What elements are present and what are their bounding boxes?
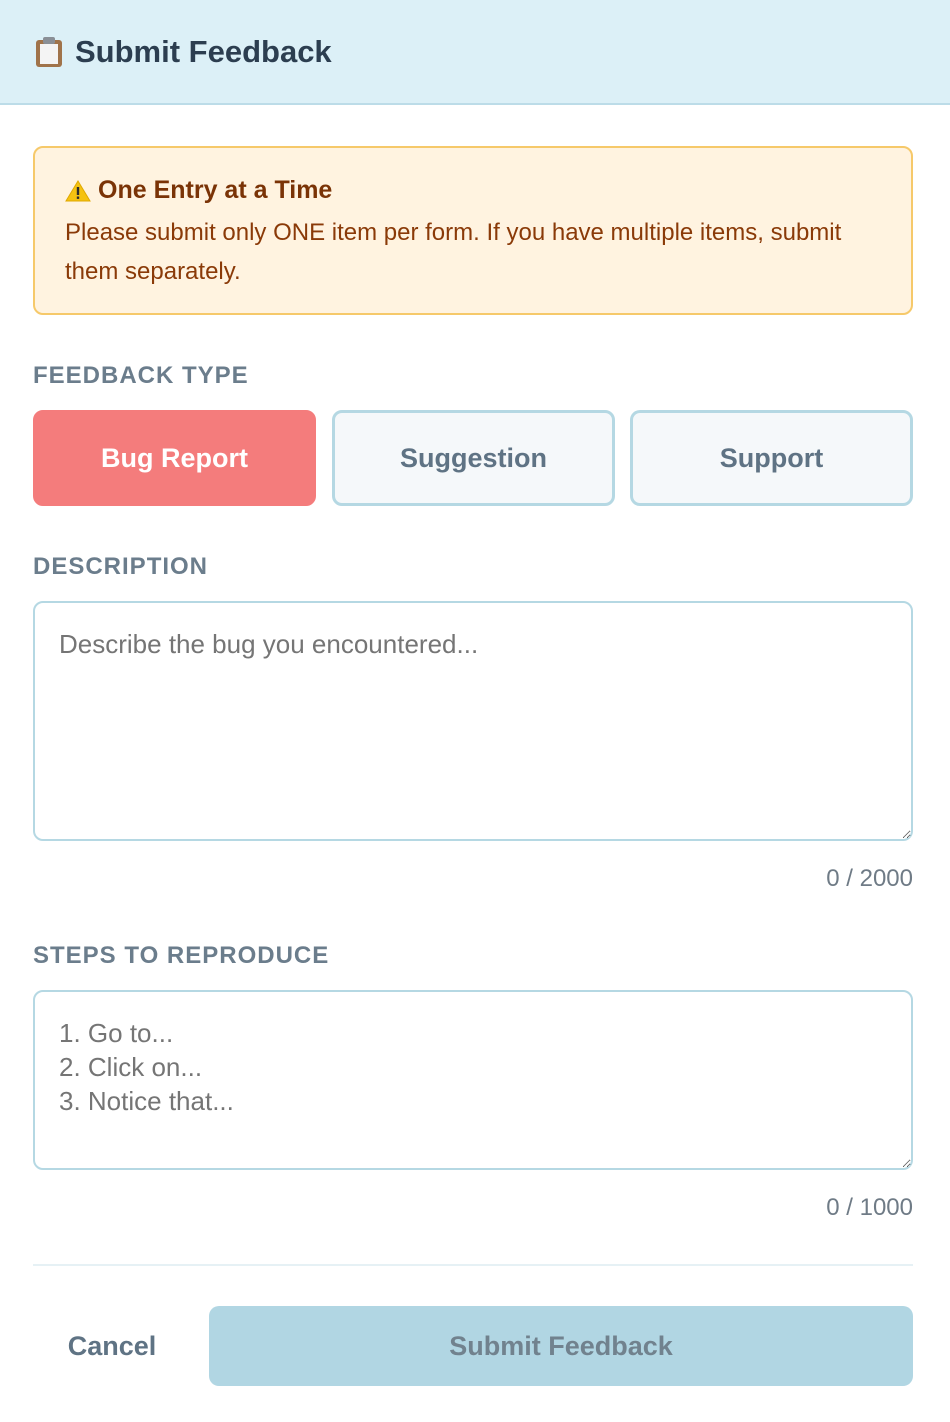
- footer-divider: [33, 1264, 913, 1266]
- description-input[interactable]: [33, 601, 913, 841]
- cancel-button[interactable]: Cancel: [67, 1330, 157, 1361]
- support-button[interactable]: Support: [630, 410, 913, 506]
- submit-button[interactable]: Submit Feedback: [209, 1306, 913, 1386]
- page-title: Submit Feedback: [75, 33, 332, 69]
- warning-text: Please submit only ONE item per form. If you have multiple items, submit them separately.: [65, 219, 842, 285]
- suggestion-button[interactable]: Suggestion: [332, 410, 615, 506]
- steps-label: STEPS TO REPRODUCE: [33, 942, 330, 969]
- feedback-type-label: FEEDBACK TYPE: [33, 362, 249, 389]
- modal-header: [0, 0, 950, 105]
- steps-counter: 0 / 1000: [826, 1194, 913, 1221]
- bug-report-button[interactable]: Bug Report: [33, 410, 316, 506]
- clipboard-icon: [33, 36, 65, 68]
- description-label: DESCRIPTION: [33, 553, 209, 580]
- warning-title: One Entry at a Time: [98, 176, 333, 204]
- warning-banner: [33, 146, 913, 315]
- description-counter: 0 / 2000: [826, 865, 913, 892]
- warning-icon: [65, 179, 91, 203]
- steps-input[interactable]: [33, 990, 913, 1170]
